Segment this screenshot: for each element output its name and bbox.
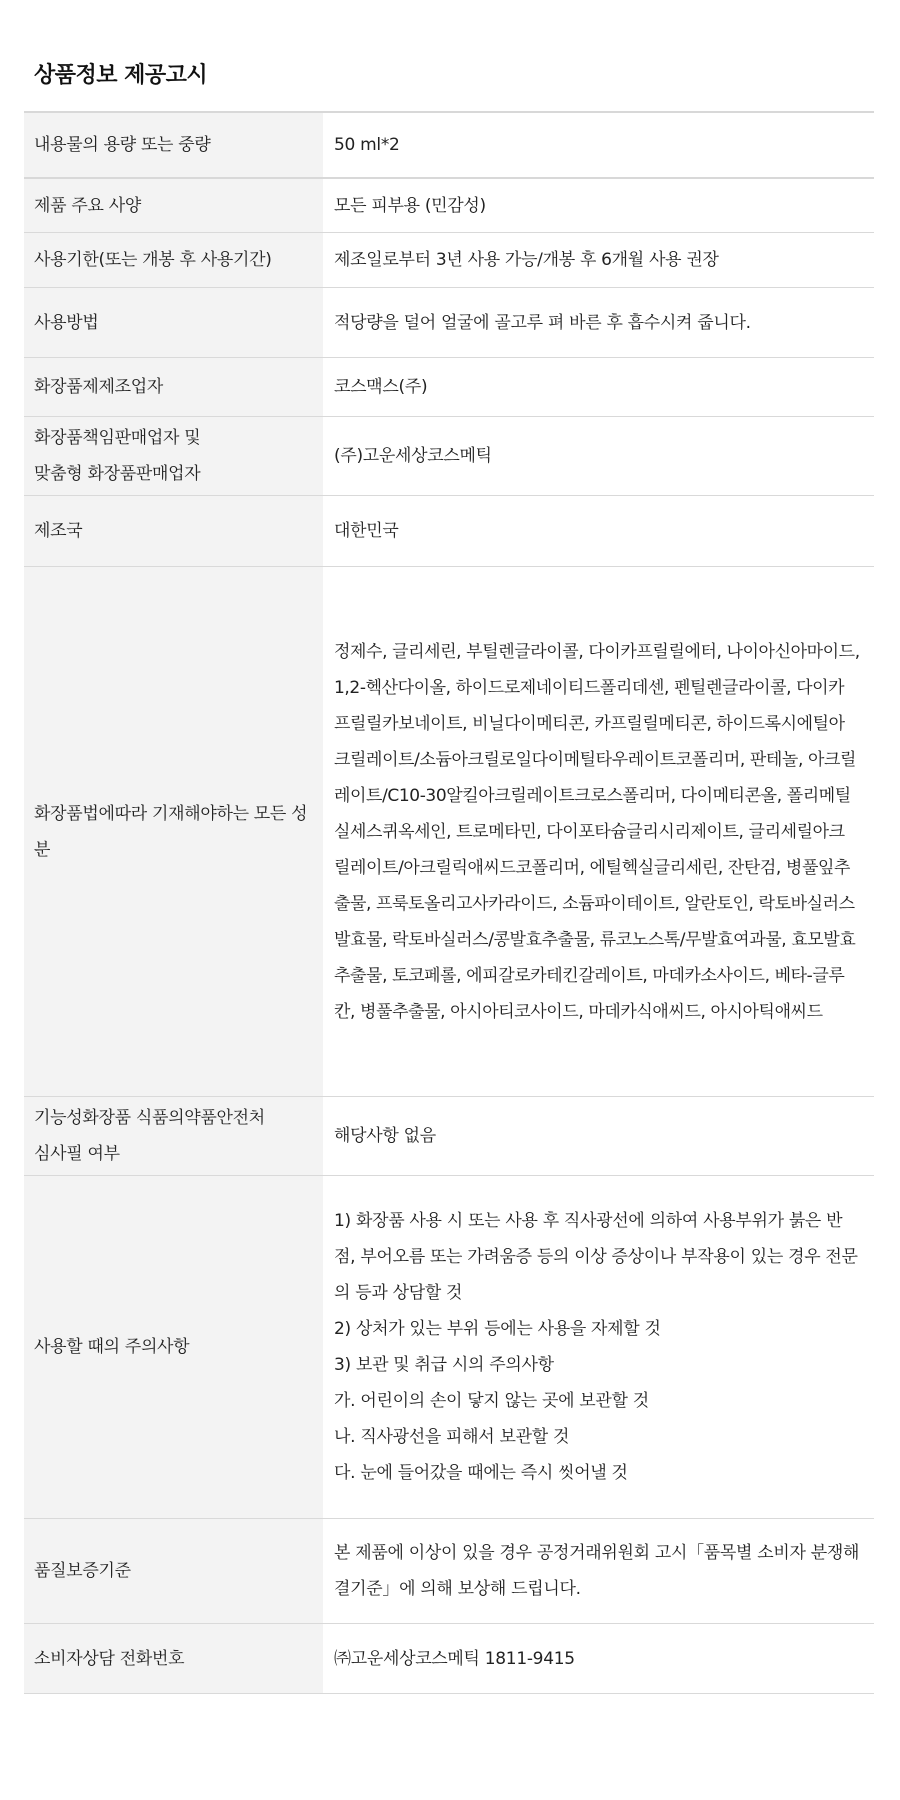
caution-item: 다. 눈에 들어갔을 때에는 즉시 씻어낼 것 (334, 1463, 628, 1483)
table-row-warranty (24, 1519, 874, 1624)
row-value: 대한민국 (334, 521, 399, 541)
table-row-caution (24, 1176, 874, 1519)
table-row-manufacturer (24, 358, 874, 417)
product-info-table (24, 111, 874, 1694)
caution-item: 1) 화장품 사용 시 또는 사용 후 직사광선에 의하여 사용부위가 붉은 반점, 부어오름 또는 가려움증 등의 이상 증상이나 부작용이 있는 경우 전문의 등과 상담할 것 (334, 1211, 858, 1303)
row-label: 품질보증기준 (24, 1519, 323, 1623)
row-label: 내용물의 용량 또는 중량 (24, 113, 323, 177)
row-label (24, 417, 323, 495)
row-value: 제조일로부터 3년 사용 가능/개봉 후 6개월 사용 권장 (334, 250, 719, 270)
page-title: 상품정보 제공고시 (34, 63, 208, 88)
row-label (24, 1097, 323, 1175)
table-row-usage (24, 288, 874, 358)
row-value: 적당량을 덜어 얼굴에 골고루 펴 바른 후 흡수시켜 줍니다. (334, 312, 751, 333)
table-row-expiry (24, 233, 874, 288)
row-label-line: 맞춤형 화장품판매업자 (34, 464, 201, 484)
table-row-ingredients (24, 567, 874, 1097)
ingredients-list: 정제수, 글리세린, 부틸렌글라이콜, 다이카프릴릴에터, 나이아신아마이드, 1,2-헥산다이올, 하이드로제네이티드폴리데센, 펜틸렌글라이콜, 다이카프릴릴카보네이트, 비닐다이메티콘, 카프릴릴메티콘, 하이드록시에틸아크릴레이트/소듐아크릴로일다이메틸타우레이트코폴리머, 판테놀, 아크릴레이트/C10-30알킬아크릴레이트크로스폴리머, 다이메티콘올, 폴리메틸실세스퀴옥세인, 트로메타민, 다이포타슘글리시리제이트, 글리세릴아크릴레이트/아크릴릭애씨드코폴리머, 에틸헥실글리세린, 잔탄검, 병풀잎추출물, 프룩토올리고사카라이드, 소듐파이테이트, 알란토인, 락토바실러스발효물, 락토바실러스/콩발효추출물, 류코노스톡/무발효여과물, 효모발효추출물, 토코페롤, 에피갈로카테킨갈레이트, 마데카소사이드, 베타-글루칸, 병풀추출물, 아시아티코사이드, 마데카식애씨드, 아시아틱애씨드 (334, 641, 860, 1022)
row-label: 제조국 (24, 496, 323, 566)
caution-item: 나. 직사광선을 피해서 보관할 것 (334, 1427, 570, 1447)
row-value: ㈜고운세상코스메틱 1811-9415 (334, 1648, 575, 1669)
caution-list (323, 1176, 874, 1518)
row-label: 사용방법 (24, 288, 323, 357)
row-value: 본 제품에 이상이 있을 경우 공정거래위원회 고시「품목별 소비자 분쟁해결기준」에 의해 보상해 드립니다. (334, 1543, 860, 1599)
row-label: 제품 주요 사양 (24, 179, 323, 232)
row-value: 코스맥스(주) (334, 377, 428, 397)
row-label: 화장품제제조업자 (24, 358, 323, 416)
row-label: 소비자상담 전화번호 (24, 1624, 323, 1693)
table-row-functional (24, 1097, 874, 1176)
row-label: 화장품법에따라 기재해야하는 모든 성분 (24, 567, 323, 1096)
caution-item: 가. 어린이의 손이 닿지 않는 곳에 보관할 것 (334, 1391, 649, 1411)
caution-item: 2) 상처가 있는 부위 등에는 사용을 자제할 것 (334, 1319, 661, 1339)
row-label-line: 화장품책임판매업자 및 (34, 428, 201, 448)
row-label-line: 기능성화장품 식품의약품안전처 (34, 1108, 265, 1128)
row-value: 50 ml*2 (334, 135, 400, 155)
row-value: 해당사항 없음 (334, 1126, 436, 1146)
row-label-line: 심사필 여부 (34, 1144, 120, 1164)
row-value: (주)고운세상코스메틱 (334, 446, 492, 466)
table-row-seller (24, 417, 874, 496)
row-label: 사용할 때의 주의사항 (24, 1176, 323, 1518)
row-label: 사용기한(또는 개봉 후 사용기간) (24, 233, 323, 287)
table-row-volume (24, 113, 874, 179)
table-row-spec (24, 179, 874, 233)
row-value: 모든 피부용 (민감성) (334, 195, 486, 216)
table-row-contact (24, 1624, 874, 1694)
caution-item: 3) 보관 및 취급 시의 주의사항 (334, 1355, 554, 1375)
table-row-origin (24, 496, 874, 567)
